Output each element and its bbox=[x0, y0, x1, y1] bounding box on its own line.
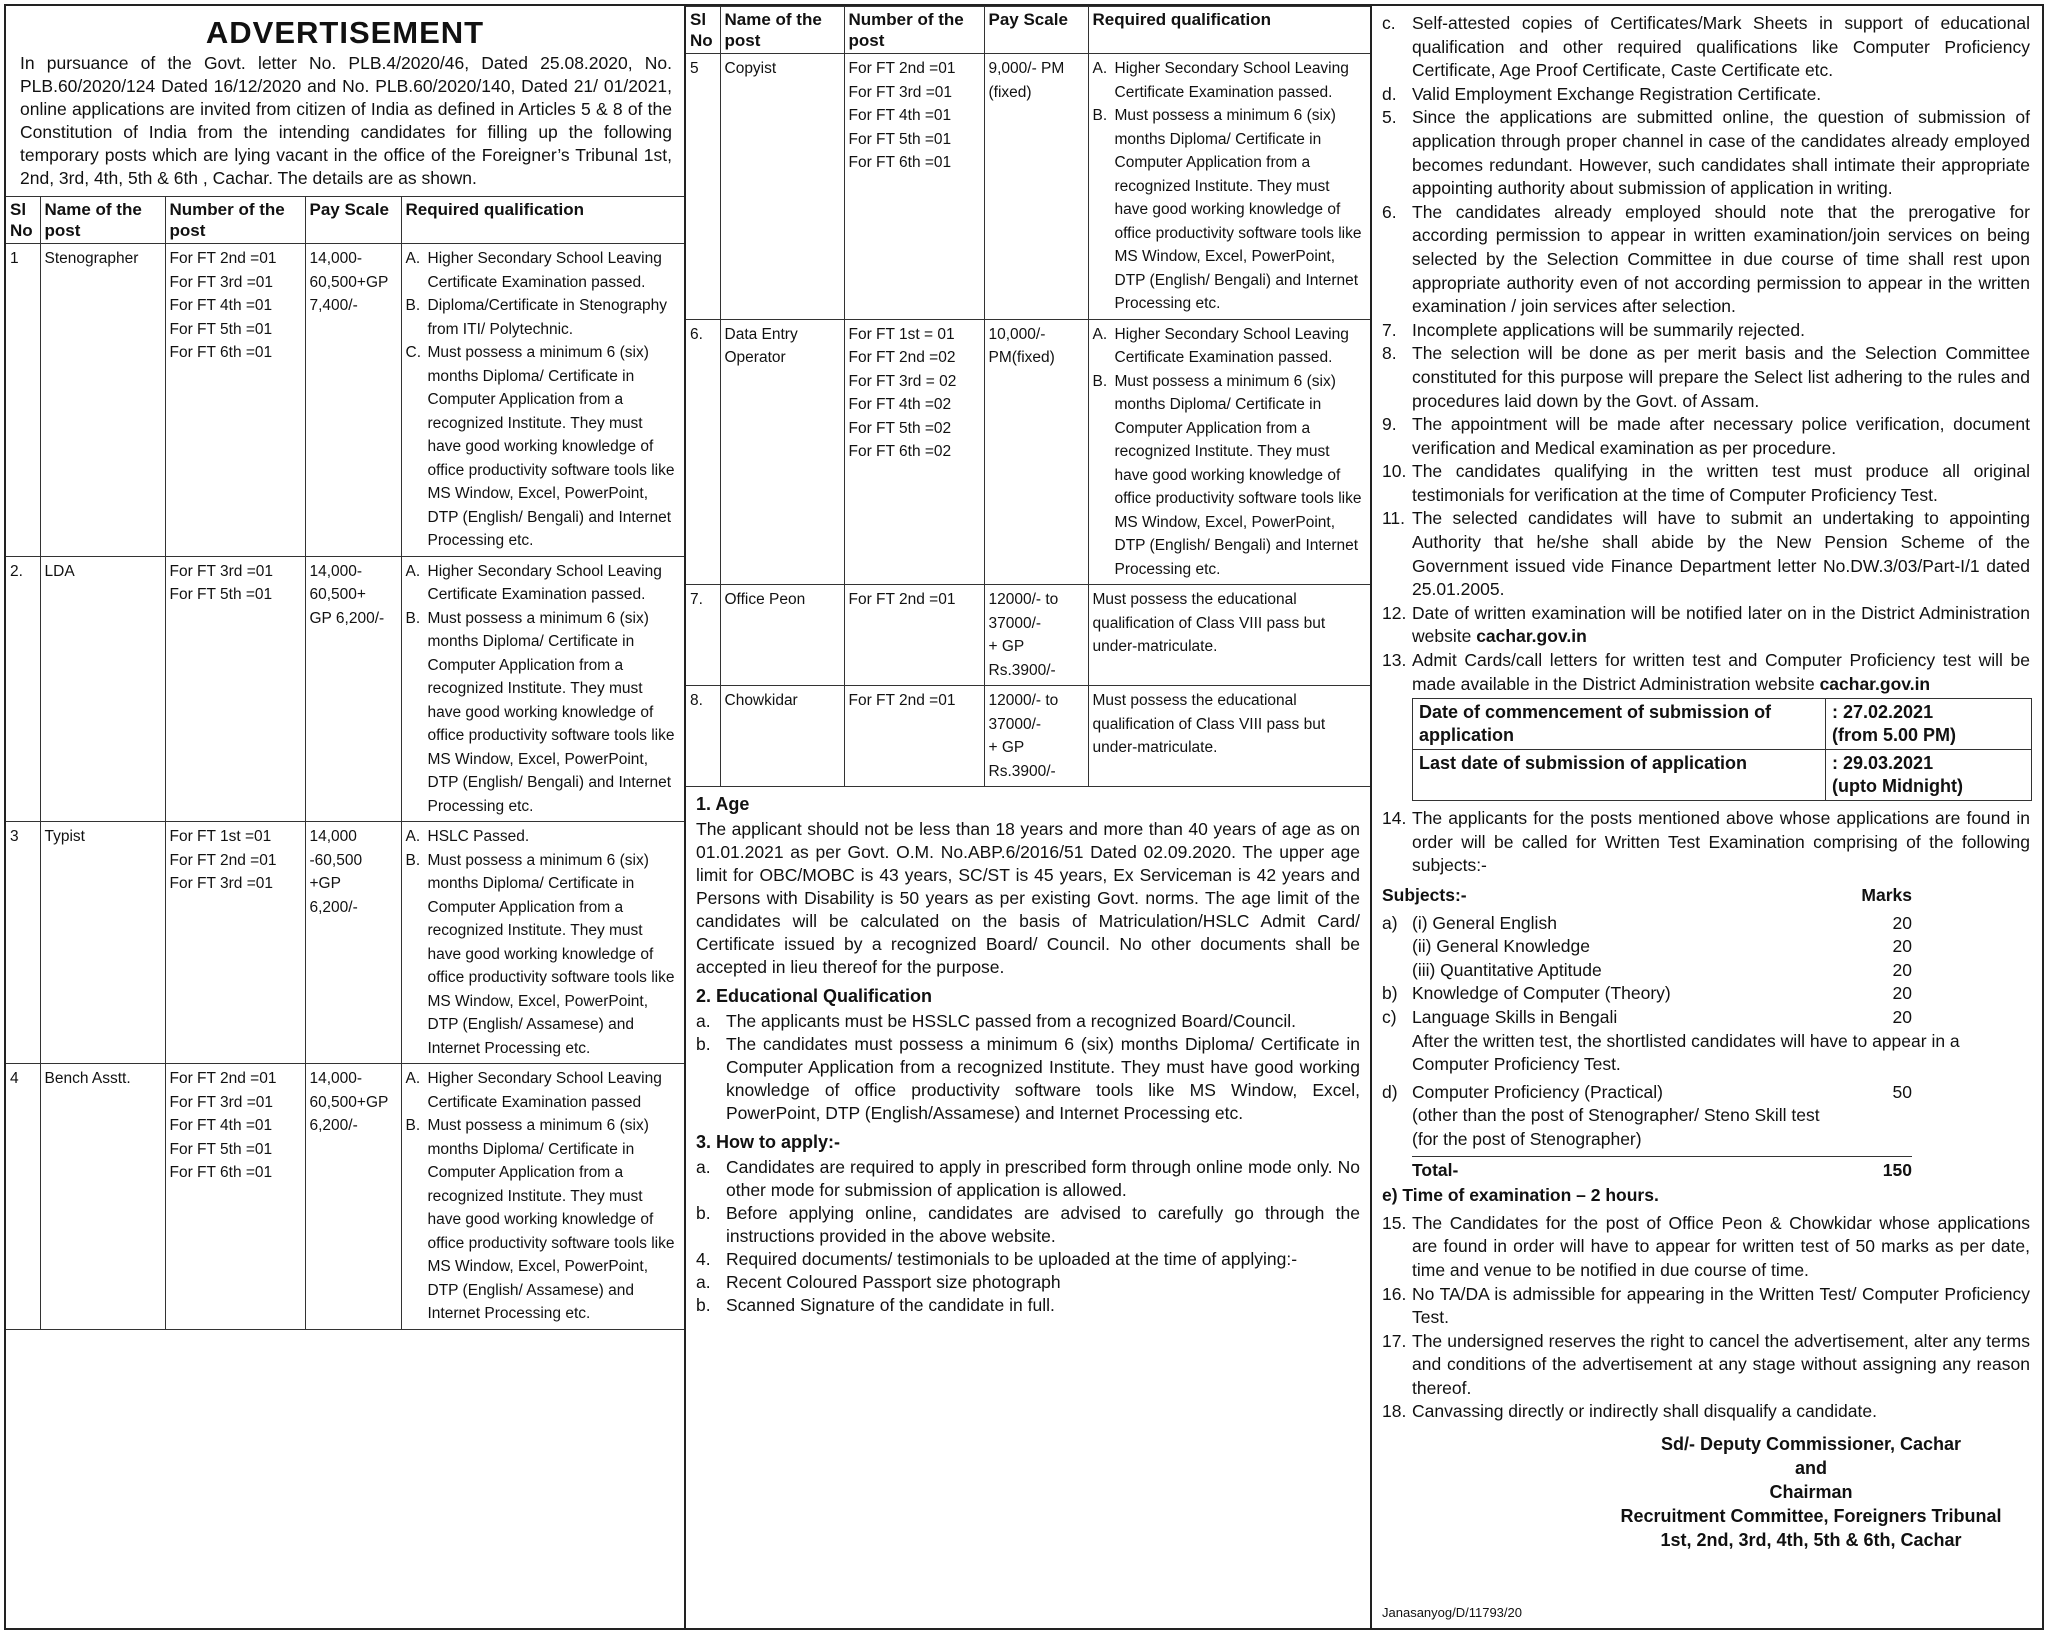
cell-post-name: Chowkidar bbox=[720, 686, 844, 787]
cell-qualification: Must possess the educational qualification of Class VIII pass but under-matriculate. bbox=[1088, 585, 1370, 686]
list-item: 8. The selection will be done as per merit basis and the Selection Committee constituted for this purpose will prepare the Select list adhering to the rules and procedures laid down by the Govt. of Assam. bbox=[1382, 343, 2030, 411]
apply-list bbox=[696, 1156, 1360, 1317]
cell-pay-scale: 9,000/- PM (fixed) bbox=[984, 54, 1088, 320]
cell-number: For FT 2nd =01 For FT 3rd =01 For FT 4th =01 For FT 5th =01 For FT 6th =01 bbox=[165, 1064, 305, 1330]
subjects-block: Subjects:- Marks a) (i) General English 20 (ii) General Knowledge 20 (iii) Quantitative Aptitude 20 b) Knowledge of Computer (Theory) 20 c) Language Skills in Bengali 20 After the written test, the shortlisted candidates will have to appear in a Computer Proficiency Test. d) Computer Proficiency (Practical) 50 (other than the post of Stenographer/ Steno Skill test (for the post of Stenographer) Total- 150 e) Time of examination – 2 hours. bbox=[1382, 884, 2030, 1208]
cell-sl: 7. bbox=[686, 585, 720, 686]
list-item: 13. Admit Cards/call letters for written test and Computer Proficiency test will be made available in the District Administration website cachar.gov.in bbox=[1382, 650, 2030, 694]
cell-sl: 1 bbox=[6, 244, 40, 557]
cell-post-name: Bench Asstt. bbox=[40, 1064, 165, 1330]
list-item: c. Self-attested copies of Certificates/Mark Sheets in support of educational qualification and other required qualifications like Computer Proficiency Certificate, Age Proof Certificate, Caste Certificate etc. bbox=[1382, 13, 2030, 81]
cell-number: For FT 1st =01 For FT 2nd =01 For FT 3rd =01 bbox=[165, 822, 305, 1064]
conditions-list bbox=[1382, 12, 2030, 602]
cell-post-name: Data Entry Operator bbox=[720, 319, 844, 585]
subject-row bbox=[1382, 959, 2030, 983]
header-qual: Required qualification bbox=[401, 197, 684, 244]
table-row bbox=[686, 54, 1370, 320]
cell-post-name: Stenographer bbox=[40, 244, 165, 557]
subject-name: Knowledge of Computer (Theory) bbox=[1412, 983, 1671, 1004]
date-value: : 27.02.2021 (from 5.00 PM) bbox=[1826, 699, 2032, 750]
cell-pay-scale: 14,000- 60,500+ GP 6,200/- bbox=[305, 556, 401, 822]
cell-sl: 5 bbox=[686, 54, 720, 320]
posts-table-left bbox=[6, 196, 684, 1330]
subject-name: (iii) Quantitative Aptitude bbox=[1412, 959, 1602, 980]
header-pay: Pay Scale bbox=[984, 7, 1088, 54]
cell-qualification: A. Higher Secondary School Leaving Certificate Examination passed. B. Must possess a minimum 6 (six) months Diploma/ Certificate in Computer Application from a recognized Institute. They must have good working knowledge of office productivity software tools like MS Window, Excel, PowerPoint, DTP (English/ Bengali) and Internet Processing etc. bbox=[1088, 319, 1370, 585]
cell-sl: 6. bbox=[686, 319, 720, 585]
total-value: 150 bbox=[1882, 1159, 1912, 1180]
dates-table bbox=[1412, 698, 2032, 801]
list-item: 6. The candidates already employed should note that the prerogative for according permission to appear in written examination/join services on being selected by the Selection Committee in due course of time shall rest upon appropriate authority even of not according permission to appear in the written examination / join services after selection. bbox=[1382, 201, 2030, 317]
cell-qualification: A. HSLC Passed. B. Must possess a minimum 6 (six) months Diploma/ Certificate in Computer Application from a recognized Institute. They must have good working knowledge of office productivity software tools like MS Window, Excel, PowerPoint, DTP (English/ Assamese) and Internet Processing etc. bbox=[401, 822, 684, 1064]
education-title: 2. Educational Qualification bbox=[696, 986, 933, 1006]
after-written-note: After the written test, the shortlisted candidates will have to appear in a Computer Proficiency Test. bbox=[1412, 1030, 1960, 1075]
cell-number: For FT 3rd =01 For FT 5th =01 bbox=[165, 556, 305, 822]
subject-name: (i) General English bbox=[1412, 912, 1557, 933]
education-list bbox=[696, 1010, 1360, 1125]
list-item: 10. The candidates qualifying in the written test must produce all original testimonials for verification at the time of Computer Proficiency Test. bbox=[1382, 461, 2030, 505]
posts-table-middle bbox=[686, 6, 1370, 787]
reference-number: Janasanyog/D/11793/20 bbox=[1382, 1605, 1522, 1620]
header-number: Number of the post bbox=[844, 7, 984, 54]
subject-row: a) (i) General English 20 bbox=[1382, 912, 2030, 936]
cell-pay-scale: 12000/- to 37000/- + GP Rs.3900/- bbox=[984, 585, 1088, 686]
subject-marks: 20 bbox=[1892, 936, 1912, 957]
age-text: The applicant should not be less than 18 years and more than 40 years of age as on 01.01.2021 as per Govt. O.M. No.ABP.6/2016/51 Dated 02.09.2020. The upper age limit for OBC/MOBC is 43 years, SC/ST is 45 years, Ex Serviceman is 42 years and Persons with Disability is 50 years as per existing Govt. norms. The age limit of the candidates will be calculated on the basis of Matriculation/HSLC Admit Card/ Certificate issued by a recognized Board/ Council. No other documents shall be accepted in lieu thereof for the purpose. bbox=[696, 819, 1360, 977]
cell-sl: 4 bbox=[6, 1064, 40, 1330]
table-row bbox=[6, 1064, 684, 1330]
subject-marks: 20 bbox=[1892, 959, 1912, 980]
list-item: 16. No TA/DA is admissible for appearing in the Written Test/ Computer Proficiency Test. bbox=[1382, 1283, 2030, 1328]
subject-marks: 20 bbox=[1892, 983, 1912, 1004]
cell-post-name: Typist bbox=[40, 822, 165, 1064]
cell-pay-scale: 12000/- to 37000/- + GP Rs.3900/- bbox=[984, 686, 1088, 787]
cell-post-name: LDA bbox=[40, 556, 165, 822]
cell-post-name: Copyist bbox=[720, 54, 844, 320]
subject-row: b) Knowledge of Computer (Theory) 20 bbox=[1382, 982, 2030, 1006]
list-item: d. Valid Employment Exchange Registration Certificate. bbox=[1382, 83, 1822, 104]
website-link[interactable]: cachar.gov.in bbox=[1476, 626, 1587, 647]
list-item: 4. Required documents/ testimonials to be uploaded at the time of applying:- bbox=[696, 1249, 1298, 1269]
left-column bbox=[6, 6, 686, 1628]
total-label: Total- bbox=[1412, 1159, 1459, 1180]
subject-marks: 20 bbox=[1892, 912, 1912, 933]
cell-number: For FT 2nd =01 For FT 3rd =01 For FT 4th =01 For FT 5th =01 For FT 6th =01 bbox=[165, 244, 305, 557]
website-link[interactable]: cachar.gov.in bbox=[1819, 673, 1931, 694]
list-item: 5. Since the applications are submitted online, the question of submission of application through proper channel in case of the candidates already employed becomes redundant. However, such candidates shall intimate their appropriate appointing authority about submission of application in writing. bbox=[1382, 107, 2030, 199]
list-item: 17. The undersigned reserves the right to cancel the advertisement, alter any terms and conditions of the advertisement at any stage without assigning any reason thereof. bbox=[1382, 1330, 2030, 1398]
cell-sl: 2. bbox=[6, 556, 40, 822]
cell-qualification: A. Higher Secondary School Leaving Certificate Examination passed. B. Must possess a minimum 6 (six) months Diploma/ Certificate in Computer Application from a recognized Institute. They must have good working knowledge of office productivity software tools like MS Window, Excel, PowerPoint, DTP (English/ Bengali) and Internet Processing etc. bbox=[401, 556, 684, 822]
header-name: Name of the post bbox=[40, 197, 165, 244]
cell-number: For FT 2nd =01 bbox=[844, 686, 984, 787]
table-row bbox=[6, 244, 684, 557]
header-sl: Sl No bbox=[6, 197, 40, 244]
middle-column bbox=[686, 6, 1372, 1628]
header-number: Number of the post bbox=[165, 197, 305, 244]
cell-qualification: Must possess the educational qualification of Class VIII pass but under-matriculate. bbox=[1088, 686, 1370, 787]
advertisement-page bbox=[4, 4, 2044, 1630]
header-sl: Sl No bbox=[686, 7, 720, 54]
table-row bbox=[686, 585, 1370, 686]
table-row bbox=[686, 686, 1370, 787]
header-pay: Pay Scale bbox=[305, 197, 401, 244]
list-item: 15. The Candidates for the post of Office Peon & Chowkidar whose applications are found in order will have to appear for written test of 50 marks as per date, time and venue to be notified in due course of time. bbox=[1382, 1212, 2030, 1280]
subject-row: c) Language Skills in Bengali 20 bbox=[1382, 1006, 2030, 1030]
marks-heading: Marks bbox=[1861, 885, 1912, 905]
cell-number: For FT 1st = 01 For FT 2nd =02 For FT 3rd = 02 For FT 4th =02 For FT 5th =02 For FT 6th =02 bbox=[844, 319, 984, 585]
list-item: 14. The applicants for the posts mentioned above whose applications are found in order will be called for Written Test Examination comprising of the following subjects:- bbox=[1382, 808, 2030, 876]
date-value: : 29.03.2021 (upto Midnight) bbox=[1826, 750, 2032, 801]
cell-pay-scale: 10,000/- PM(fixed) bbox=[984, 319, 1088, 585]
date-label: Date of commencement of submission of application bbox=[1413, 699, 1826, 750]
list-item: b. Before applying online, candidates are advised to carefully go through the instructions provided in the above website. bbox=[696, 1203, 1360, 1246]
subject-name: Computer Proficiency (Practical) bbox=[1412, 1081, 1663, 1102]
list-item: a. Candidates are required to apply in prescribed form through online mode only. No other mode for submission of application is allowed. bbox=[696, 1157, 1360, 1200]
cell-post-name: Office Peon bbox=[720, 585, 844, 686]
table-row bbox=[6, 556, 684, 822]
list-item: 7. Incomplete applications will be summarily rejected. bbox=[1382, 319, 1805, 340]
date-label: Last date of submission of application bbox=[1413, 750, 1826, 801]
header-qual: Required qualification bbox=[1088, 7, 1370, 54]
table-row bbox=[6, 822, 684, 1064]
exam-time: e) Time of examination – 2 hours. bbox=[1382, 1185, 1659, 1206]
intro-paragraph: In pursuance of the Govt. letter No. PLB.4/2020/46, Dated 25.08.2020, No. PLB.60/2020/124 Dated 16/12/2020 and No. PLB.60/2020/140, Dated 21/ 01/2021, online applications are invited from citizen of India as defined in Articles 5 & 8 of the Constitution of India from the intending candidates for filling up the following temporary posts which are lying vacant in the office of the Foreigner’s Tribunal 1st, 2nd, 3rd, 4th, 5th & 6th , Cachar. The details are as shown. bbox=[20, 53, 672, 188]
list-item: a. Recent Coloured Passport size photograph bbox=[696, 1272, 1061, 1292]
list-item: 11. The selected candidates will have to submit an undertaking to appointing Authority that he/she shall abide by the New Pension Scheme of the Government issued vide Finance Department letter No.DW.3/03/Part-I/1 dated 25.01.2005. bbox=[1382, 508, 2030, 600]
list-item: a. The applicants must be HSSLC passed from a recognized Board/Council. bbox=[696, 1011, 1297, 1031]
list-item: 9. The appointment will be made after necessary police verification, document verification and Medical examination as per procedure. bbox=[1382, 414, 2030, 458]
page-title: ADVERTISEMENT bbox=[205, 15, 485, 50]
subject-marks: 50 bbox=[1892, 1081, 1912, 1102]
subject-marks: 20 bbox=[1892, 1006, 1912, 1027]
list-item: 18. Canvassing directly or indirectly shall disqualify a candidate. bbox=[1382, 1401, 1877, 1422]
right-column bbox=[1372, 6, 2042, 1628]
header-name: Name of the post bbox=[720, 7, 844, 54]
list-item: b. Scanned Signature of the candidate in full. bbox=[696, 1295, 1055, 1315]
cell-qualification: A. Higher Secondary School Leaving Certificate Examination passed. B. Must possess a minimum 6 (six) months Diploma/ Certificate in Computer Application from a recognized Institute. They must have good working knowledge of office productivity software tools like MS Window, Excel, PowerPoint, DTP (English/ Bengali) and Internet Processing etc. bbox=[1088, 54, 1370, 320]
subject-row bbox=[1382, 935, 2030, 959]
cell-pay-scale: 14,000- 60,500+GP 6,200/- bbox=[305, 1064, 401, 1330]
cell-pay-scale: 14,000- 60,500+GP 7,400/- bbox=[305, 244, 401, 557]
cell-sl: 8. bbox=[686, 686, 720, 787]
cell-qualification: A. Higher Secondary School Leaving Certificate Examination passed. B. Diploma/Certificate in Stenography from ITI/ Polytechnic. C. Must possess a minimum 6 (six) months Diploma/ Certificate in Computer Application from a recognized Institute. They must have good working knowledge of office productivity software tools like MS Window, Excel, PowerPoint, DTP (English/ Bengali) and Internet Processing etc. bbox=[401, 244, 684, 557]
age-section bbox=[686, 793, 1370, 1317]
cell-number: For FT 2nd =01 For FT 3rd =01 For FT 4th =01 For FT 5th =01 For FT 6th =01 bbox=[844, 54, 984, 320]
apply-title: 3. How to apply:- bbox=[696, 1132, 840, 1152]
subject-name: Language Skills in Bengali bbox=[1412, 1006, 1618, 1027]
conditions-list-2 bbox=[1382, 1212, 2030, 1424]
list-item: 12. Date of written examination will be notified later on in the District Administration website cachar.gov.in bbox=[1382, 602, 2030, 647]
cell-sl: 3 bbox=[6, 822, 40, 1064]
signature-block: Sd/- Deputy Commissioner, Cachar and Chairman Recruitment Committee, Foreigners Tribunal 1st, 2nd, 3rd, 4th, 5th & 6th, Cachar bbox=[1620, 1434, 2002, 1551]
age-title: 1. Age bbox=[696, 794, 750, 814]
subjects-heading: Subjects:- bbox=[1382, 885, 1467, 905]
cell-pay-scale: 14,000 -60,500 +GP 6,200/- bbox=[305, 822, 401, 1064]
table-row bbox=[686, 319, 1370, 585]
list-item: b. The candidates must possess a minimum 6 (six) months Diploma/ Certificate in Computer Application from a recognized Institute. They must have good working knowledge of office productivity software tools like MS Window, Excel, PowerPoint, DTP (English/Assamese) and Internet Processing etc. bbox=[696, 1034, 1360, 1123]
cell-qualification: A. Higher Secondary School Leaving Certificate Examination passed B. Must possess a minimum 6 (six) months Diploma/ Certificate in Computer Application from a recognized Institute. They must have good working knowledge of office productivity software tools like MS Window, Excel, PowerPoint, DTP (English/ Assamese) and Internet Processing etc. bbox=[401, 1064, 684, 1330]
subject-name: (ii) General Knowledge bbox=[1412, 936, 1591, 957]
cell-number: For FT 2nd =01 bbox=[844, 585, 984, 686]
